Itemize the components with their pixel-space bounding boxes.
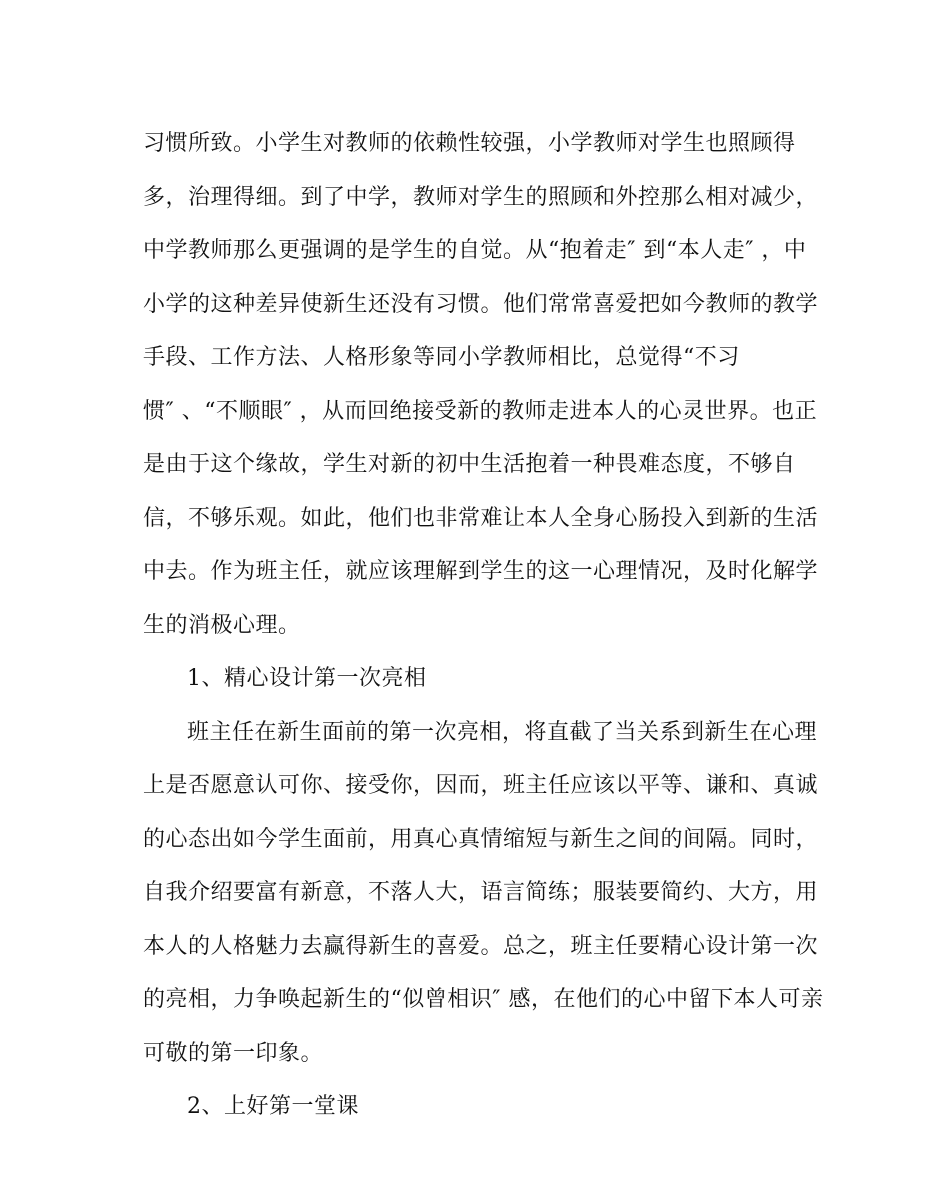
paragraph-line: 生的消极心理。: [143, 613, 301, 638]
section-heading: 2、上好第一堂课: [187, 1094, 359, 1119]
paragraph-line: 信，不够乐观。如此，他们也非常难让本人全身心肠投入到新的生活: [143, 506, 819, 531]
paragraph-line: 的亮相，力争唤起新生的“似曾相识″ 感，在他们的心中留下本人可亲: [143, 987, 824, 1012]
paragraph-line: 本人的人格魅力去赢得新生的喜爱。总之，班主任要精心设计第一次: [143, 934, 819, 959]
paragraph-line: 中去。作为班主任，就应该理解到学生的这一心理情况，及时化解学: [143, 559, 819, 584]
paragraph-line: 的心态出如今学生面前，用真心真情缩短与新生之间的间隔。同时，: [143, 827, 819, 852]
section-heading: 1、精心设计第一次亮相: [187, 666, 427, 691]
paragraph-line: 可敬的第一印象。: [143, 1041, 324, 1066]
paragraph-line: 自我介绍要富有新意，不落人大，语言简练；服装要简约、大方，用: [143, 880, 819, 905]
paragraph-line: 是由于这个缘故，学生对新的初中生活抱着一种畏难态度，不够自: [143, 452, 796, 477]
paragraph-line: 中学教师那么更强调的是学生的自觉。从“抱着走″ 到“本人走″ ，中: [143, 238, 807, 263]
paragraph-line: 习惯所致。小学生对教师的依赖性较强，小学教师对学生也照顾得: [143, 131, 796, 156]
paragraph-line: 手段、工作方法、人格形象等同小学教师相比，总觉得“不习: [143, 345, 740, 370]
paragraph-line: 多，治理得细。到了中学，教师对学生的照顾和外控那么相对减少，: [143, 185, 819, 210]
paragraph-line: 小学的这种差异使新生还没有习惯。他们常常喜爱把如今教师的教学: [143, 292, 819, 317]
paragraph-line: 惯″ 、“不顺眼″ ，从而回绝接受新的教师走进本人的心灵世界。也正: [143, 399, 818, 424]
paragraph-line: 上是否愿意认可你、接受你，因而，班主任应该以平等、谦和、真诚: [143, 773, 819, 798]
paragraph-line: 班主任在新生面前的第一次亮相，将直截了当关系到新生在心理: [187, 720, 818, 745]
